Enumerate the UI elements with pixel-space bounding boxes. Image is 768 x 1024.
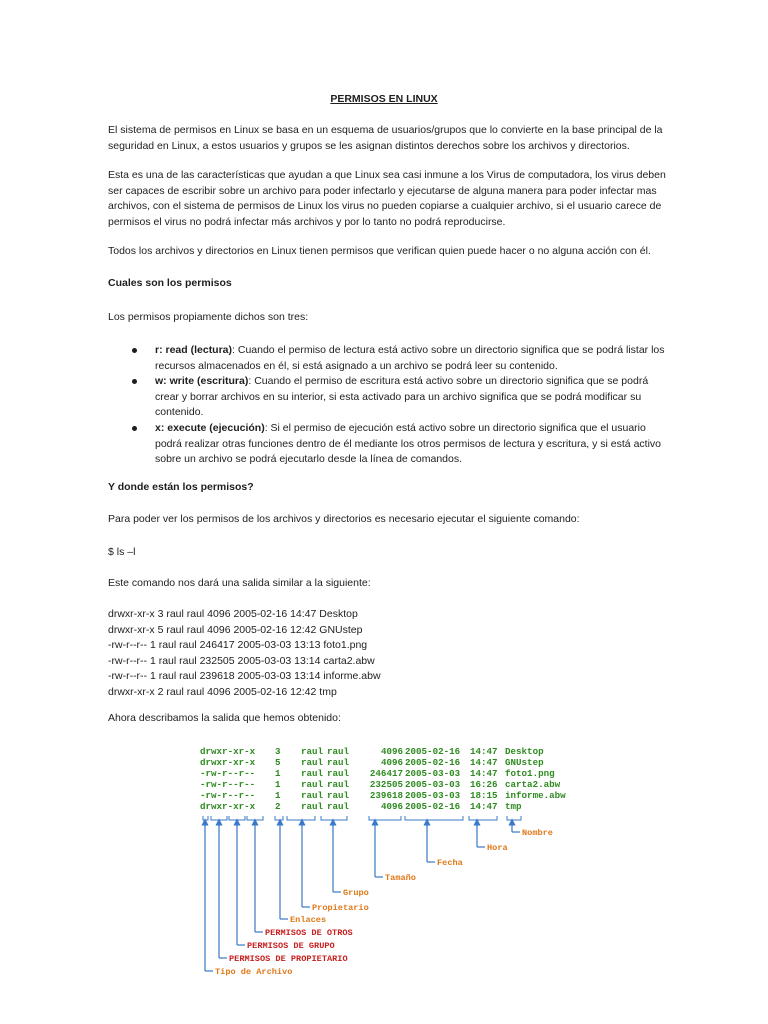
diagram-bracket	[275, 816, 283, 820]
diagram-cell: 14:47	[470, 746, 498, 757]
diagram-cell: raul	[327, 757, 350, 768]
diagram-label-enlaces: Enlaces	[290, 915, 327, 925]
diagram-label-perm_grupo: PERMISOS DE GRUPO	[247, 941, 335, 951]
heading-donde: Y donde están los permisos?	[108, 481, 254, 493]
page-title: PERMISOS EN LINUX	[330, 93, 438, 105]
diagram-cell: 14:47	[470, 768, 498, 779]
intro-paragraph-1: El sistema de permisos en Linux se basa en un esquema de usuarios/grupos que lo convierte en la base principal de la seguridad en Linux, a estos usuarios y grupos se les asignan distintos derechos sobre los archivos y directorios.	[108, 124, 663, 152]
diagram-bracket	[229, 816, 245, 820]
diagram-cell: 4096	[380, 746, 403, 757]
bullet-text: : Cuando el permiso de escritura está activo sobre un directorio significa que se podrá crear y borrar archivos en su interior, si esta activado para un archivo significa que se podrá modificar su contenido.	[155, 375, 649, 419]
diagram-cell: raul	[327, 779, 350, 790]
intro-paragraph-2: Esta es una de las características que ayudan a que Linux sea casi inmune a los Virus de computadora, los virus deben ser capaces de escribir sobre un archivo para poder infectarlo y ejecutarse de alguna manera para poder infectar mas archivos, con el sistema de permisos de Linux los virus no pueden copiarse a cualquier archivo, si el usuario carece de permisos el virus no podrá infectar más archivos y por lo tanto no podrá reproducirse.	[108, 169, 666, 228]
diagram-label-tipo: Tipo de Archivo	[215, 967, 293, 977]
diagram-bracket	[287, 816, 315, 820]
bullet-term: r: read (lectura)	[155, 344, 233, 356]
diagram-cell: raul	[327, 790, 350, 801]
diagram-bracket	[203, 816, 208, 820]
diagram-cell: 3	[275, 746, 281, 757]
diagram-bracket	[369, 816, 401, 820]
diagram-cell: 16:26	[470, 779, 498, 790]
diagram-cell: drwxr-xr-x	[200, 746, 256, 757]
diagram-label-hora: Hora	[487, 843, 508, 853]
diagram-cell: GNUstep	[505, 757, 544, 768]
diagram-cell: raul	[301, 801, 324, 812]
diagram-cell: -rw-r--r--	[200, 790, 256, 801]
diagram-cell: drwxr-xr-x	[200, 757, 256, 768]
diagram-cell: 2005-02-16	[405, 746, 461, 757]
diagram-cell: 2	[275, 801, 281, 812]
diagram-cell: 18:15	[470, 790, 498, 801]
listing-line: drwxr-xr-x 3 raul raul 4096 2005-02-16 14:47 Desktop	[108, 608, 358, 620]
diagram-cell: 14:47	[470, 801, 498, 812]
diagram-cell: raul	[301, 790, 324, 801]
bullet-term: x: execute (ejecución)	[155, 421, 265, 434]
diagram-cell: 239618	[369, 790, 403, 801]
listing-line: drwxr-xr-x 5 raul raul 4096 2005-02-16 12:42 GNUstep	[108, 623, 363, 636]
diagram-cell: raul	[327, 746, 350, 757]
diagram-cell: raul	[301, 757, 324, 768]
diagram-cell: 5	[275, 757, 281, 768]
diagram-label-fecha: Fecha	[437, 858, 463, 868]
diagram-cell: 246417	[369, 768, 403, 779]
diagram-bracket	[211, 816, 227, 820]
list-item	[108, 343, 668, 374]
diagram-label-perm_otros: PERMISOS DE OTROS	[265, 928, 353, 938]
diagram-label-nombre: Nombre	[522, 828, 553, 838]
diagram-cell: carta2.abw	[505, 779, 561, 790]
diagram-cell: informe.abw	[505, 790, 566, 801]
diagram-label-grupo: Grupo	[343, 888, 369, 898]
diagram-cell: 4096	[380, 757, 403, 768]
diagram-cell: raul	[327, 768, 350, 779]
listing-line: -rw-r--r-- 1 raul raul 232505 2005-03-03 13:14 carta2.abw	[108, 654, 375, 667]
diagram-cell: Desktop	[505, 746, 544, 757]
heading-permisos: Cuales son los permisos	[108, 277, 232, 289]
permissions-diagram	[195, 740, 605, 980]
diagram-cell: 2005-02-16	[405, 801, 461, 812]
list-item	[108, 421, 668, 468]
diagram-cell: tmp	[505, 801, 522, 812]
diagram-bracket	[405, 816, 463, 820]
diagram-listing	[200, 746, 566, 812]
diagram-label-tamano: Tamaño	[385, 873, 416, 883]
diagram-cell: raul	[301, 746, 324, 757]
bullet-term: w: write (escritura)	[155, 375, 249, 388]
output-intro: Este comando nos dará una salida similar a la siguiente:	[108, 577, 371, 589]
listing-line: drwxr-xr-x 2 raul raul 4096 2005-02-16 12:42 tmp	[108, 685, 337, 698]
diagram-bracket	[469, 816, 497, 820]
diagram-cell: foto1.png	[505, 768, 555, 779]
listing-line: -rw-r--r-- 1 raul raul 239618 2005-03-03 13:14 informe.abw	[108, 670, 381, 683]
diagram-cell: 2005-03-03	[405, 790, 461, 801]
command-text: $ ls –l	[108, 546, 136, 558]
diagram-cell: raul	[327, 801, 350, 812]
diagram-cell: drwxr-xr-x	[200, 801, 256, 812]
diagram-cell: raul	[301, 779, 324, 790]
diagram-cell: 2005-03-03	[405, 768, 461, 779]
bullet-text: : Cuando el permiso de lectura está activo sobre un directorio significa que se podrá listar los recursos almacenados en él, si está asignado a un archivo se podrá leer su contenido.	[155, 344, 665, 372]
describe-intro: Ahora describamos la salida que hemos obtenido:	[108, 712, 341, 724]
bullet-text: : Si el permiso de ejecución está activo sobre un directorio significa que el usuario podrá realizar otras funciones dentro de él mediante los otros permisos de lectura y escritura, y si está activo sobre un archivo se podrá ejecutarlo desde la línea de comandos.	[155, 421, 661, 466]
diagram-cell: 232505	[369, 779, 403, 790]
diagram-cell: -rw-r--r--	[200, 779, 256, 790]
diagram-label-perm_prop: PERMISOS DE PROPIETARIO	[229, 954, 348, 964]
permisos-intro: Los permisos propiamente dichos son tres:	[108, 311, 309, 323]
diagram-labels	[215, 828, 553, 977]
command-intro: Para poder ver los permisos de los archivos y directorios es necesario ejecutar el siguiente comando:	[108, 513, 580, 525]
listing-line: -rw-r--r-- 1 raul raul 246417 2005-03-03 13:13 foto1.png	[108, 639, 368, 652]
diagram-bracket	[247, 816, 263, 820]
permission-list	[108, 343, 668, 468]
list-item	[108, 374, 668, 421]
diagram-cell: 1	[275, 779, 281, 790]
listing-output	[108, 607, 381, 701]
diagram-cell: 1	[275, 790, 281, 801]
diagram-cell: 4096	[380, 801, 403, 812]
diagram-bracket	[507, 816, 521, 820]
diagram-cell: 14:47	[470, 757, 498, 768]
intro-paragraph-3: Todos los archivos y directorios en Linux tienen permisos que verifican quien puede hacer o no alguna acción con él.	[108, 245, 651, 257]
diagram-bracket	[321, 816, 347, 820]
diagram-cell: -rw-r--r--	[200, 768, 256, 779]
diagram-cell: 1	[275, 768, 281, 779]
diagram-label-propietario: Propietario	[312, 903, 369, 913]
diagram-cell: raul	[301, 768, 324, 779]
diagram-cell: 2005-03-03	[405, 779, 461, 790]
diagram-cell: 2005-02-16	[405, 757, 461, 768]
